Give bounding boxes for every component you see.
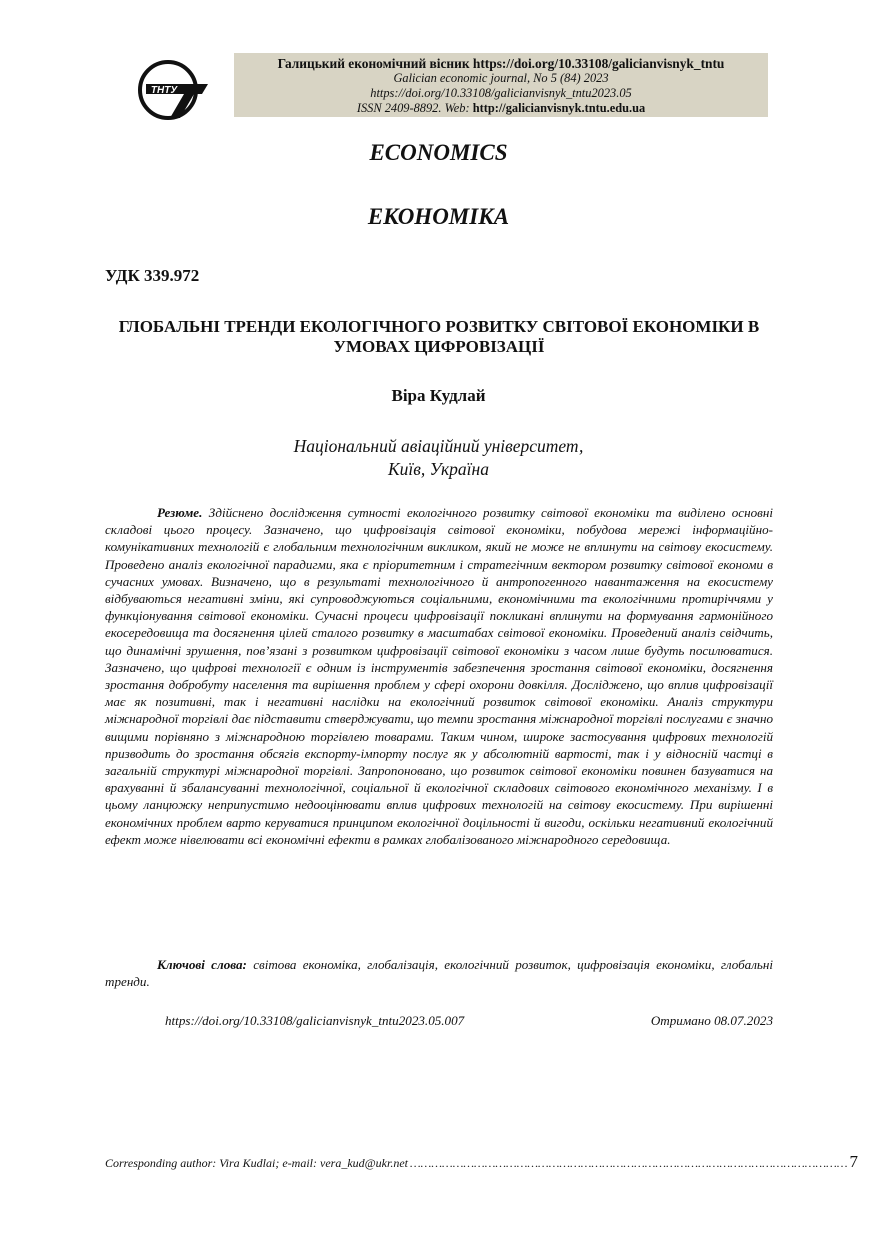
journal-web-link[interactable]: http://galicianvisnyk.tntu.edu.ua [472, 101, 646, 115]
page-number: 7 [849, 1152, 858, 1171]
footer [105, 1152, 858, 1172]
keywords-label: Ключові слова: [157, 957, 247, 972]
journal-doi: https://doi.org/10.33108/galicianvisnyk_tntu2023.05 [370, 86, 632, 100]
paper-title: ГЛОБАЛЬНІ ТРЕНДИ ЕКОЛОГІЧНОГО РОЗВИТКУ СВІТОВОЇ ЕКОНОМІКИ В УМОВАХ ЦИФРОВІЗАЦІЇ [118, 317, 760, 356]
journal-issue: Galician economic journal, No 5 (84) 2023 [393, 71, 609, 85]
journal-issn-text: ISSN 2409-8892. Web: [356, 101, 473, 115]
corresponding-author: Corresponding author: Vira Kudlai; e-mail: vera_kud@ukr.net [105, 1156, 409, 1170]
journal-info-box [234, 53, 768, 117]
affiliation-location: Київ, Україна [388, 459, 489, 479]
logo-text: ТНТУ [150, 85, 178, 96]
affiliation-institution: Національний авіаційний університет, [293, 436, 584, 456]
abstract [105, 504, 773, 848]
section-title-uk: ЕКОНОМІКА [367, 204, 510, 229]
abstract-text: Здійснено дослідження сутності екологічного розвитку світової економіки та виділено основні складові цього процесу. Зазначено, що цифровізація світової економіки, побудова мережі інформаційно-комунікативних технологій є глобальним технологічним викликом, який не може не вплинути на світову екосистему. Проведено аналіз екологічної парадигми, яка є пріоритетним і стратегічним вектором розвитку світової економи в сучасних умовах. Визначено, що в результаті технологічного й антропогенного навантаження на екосистему відбуваються негативні зміни, які супроводжуються соціальними, економічними та екологічними протиріччями у функціонування світової економіки. Сучасні процеси цифровізації покликані вплинути на формування гармонійного екосередовища та досягнення цілей сталого розвитку в масштабах світової економіки. Проведений аналіз свідчить, що динамічні зрушення, пов’язані з розвитком цифровізації світової економіки з часом лише будуть посилюватися. Зазначено, що цифрові технології є одним із інструментів забезпечення зростання світової економіки, досягнення зростання добробуту населення та вирішення проблем у сфері охорони довкілля. Досліджено, що вплив цифровізації має як позитивні, так і негативні наслідки на екологічний розвиток світової економіки. Аналіз структури міжнародної торгівлі дає підставити стверджувати, що темпи зростання міжнародної торгівлі послугами є значно вищими порівняно з міжнародною торгівлею товарами. Таким чином, широке застосування цифрових технологій призводить до зростання обсягів експорту-імпорту послуг як у абсолютній вартості, так і у відносній частці в загальній структурі міжнародної торгівлі. Запропоновано, що розвиток світової економіки повинен базуватися на врахуванні й збалансуванні технологічної, соціальної й екологічної складових світового економічного механізму. І в цьому ланцюжку неприпустимо недооцінювати вплив цифрових технологій на світову екосистему. При вирішенні економічних проблем варто керуватися принципом екологічної доцільності й вигоди, оскільки негативний екологічний ефект може нівелювати всі економічні ефекти в рамках глобалізованого міжнародного середовища. [105, 505, 773, 847]
section-title-en: ECONOMICS [369, 140, 508, 165]
received-date: Отримано 08.07.2023 [650, 1013, 773, 1028]
udk-code: УДК 339.972 [105, 266, 200, 285]
keywords [105, 956, 773, 990]
abstract-label: Резюме. [157, 505, 203, 520]
footer-dots: …………………………………………………………………………………………………………… [410, 1156, 848, 1170]
article-doi[interactable]: https://doi.org/10.33108/galicianvisnyk_tntu2023.05.007 [165, 1013, 465, 1028]
journal-title: Галицький економічний вісник https://doi.org/10.33108/galicianvisnyk_tntu [277, 56, 725, 71]
university-logo [132, 54, 210, 126]
keywords-text: світова економіка, глобалізація, екологічний розвиток, цифровізація економіки, глобальні тренди. [105, 957, 773, 990]
author-name: Віра Кудлай [391, 386, 486, 405]
affiliation [0, 435, 877, 481]
journal-issn [234, 101, 768, 116]
